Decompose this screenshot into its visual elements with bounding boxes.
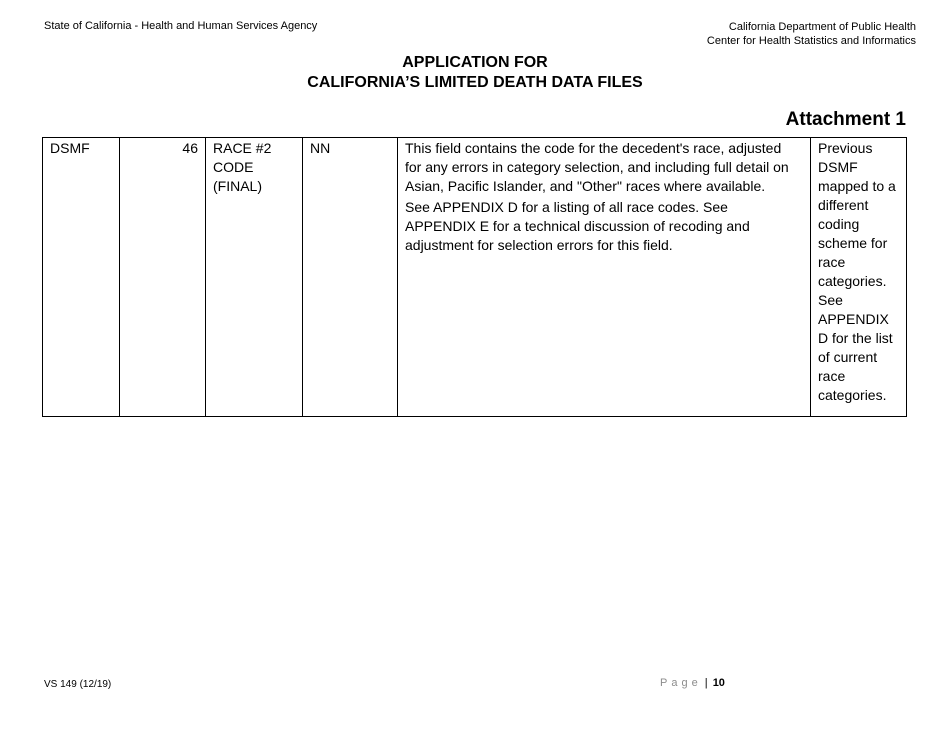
- field-name-cell: [206, 138, 303, 417]
- description-cell: [398, 138, 811, 417]
- note-line: D for the list: [818, 330, 893, 346]
- field-name-line: RACE #2: [213, 140, 272, 156]
- description-line: for any errors in category selection, and including full detail on: [405, 159, 789, 175]
- description-line: This field contains the code for the decedent's race, adjusted: [405, 140, 782, 156]
- position-cell: 46: [120, 138, 206, 417]
- note-line: coding: [818, 216, 860, 232]
- department-name: California Department of Public Health: [728, 21, 916, 33]
- page-indicator: [660, 677, 725, 689]
- page-label: Page: [660, 677, 702, 689]
- attachment-label: Attachment 1: [785, 109, 906, 130]
- page-number: 10: [712, 677, 725, 689]
- description-line: adjustment for selection errors for this field.: [405, 237, 673, 253]
- note-line: scheme for: [818, 235, 888, 251]
- description-line: APPENDIX E for a technical discussion of recoding and: [405, 218, 750, 234]
- center-name: Center for Health Statistics and Informatics: [706, 35, 916, 47]
- note-line: categories.: [818, 273, 887, 289]
- field-name-line: (FINAL): [213, 178, 262, 194]
- note-line: race: [818, 254, 846, 270]
- description-line: Asian, Pacific Islander, and "Other" races where available.: [405, 178, 766, 194]
- field-definition-table: [42, 137, 907, 417]
- agency-header: State of California - Health and Human Services Agency: [44, 20, 318, 32]
- description-line: See APPENDIX D for a listing of all race codes. See: [405, 199, 728, 215]
- department-header: [707, 20, 916, 48]
- note-line: See: [818, 292, 843, 308]
- note-line: Previous: [818, 140, 873, 156]
- field-name-line: CODE: [213, 159, 254, 175]
- title-line-1: APPLICATION FOR: [402, 54, 548, 71]
- note-cell: [811, 138, 907, 417]
- file-cell: DSMF: [43, 138, 120, 417]
- note-line: mapped to a: [818, 178, 896, 194]
- format-cell: NN: [303, 138, 398, 417]
- note-line: different: [818, 197, 869, 213]
- page-separator: |: [704, 677, 708, 689]
- note-line: APPENDIX: [818, 311, 889, 327]
- title-line-2: CALIFORNIA’S LIMITED DEATH DATA FILES: [307, 74, 643, 91]
- note-line: race: [818, 368, 846, 384]
- note-line: of current: [818, 349, 878, 365]
- note-line: categories.: [818, 387, 887, 403]
- table-row: [43, 138, 907, 417]
- note-line: DSMF: [818, 159, 858, 175]
- document-title: [0, 53, 950, 93]
- form-number: VS 149 (12/19): [44, 679, 112, 690]
